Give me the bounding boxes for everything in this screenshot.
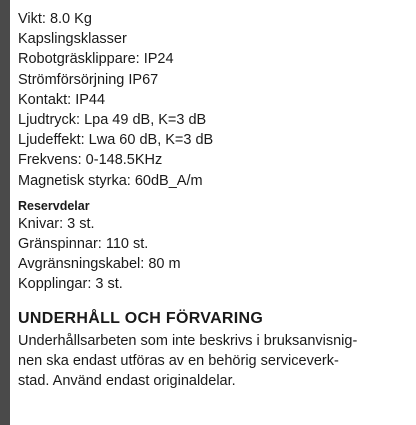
spec-weight: Vikt: 8.0 Kg xyxy=(18,11,92,27)
maintenance-title: UNDERHÅLL OCH FÖRVARING xyxy=(18,309,264,327)
spec-sound-pressure: Ljudtryck: Lpa 49 dB, K=3 dB xyxy=(18,112,207,129)
cut-off-line xyxy=(18,0,412,9)
spec-list xyxy=(18,9,412,191)
spare-parts-heading: Reservdelar xyxy=(18,198,90,213)
spec-power-ip: Strömförsörjning IP67 xyxy=(18,71,159,88)
spare-part-pins: Gränspinnar: 110 st. xyxy=(18,236,149,253)
spare-parts-list xyxy=(18,214,412,295)
maintenance-line: Underhållsarbeten som inte beskrivs i bruksanvisnig- xyxy=(18,332,358,349)
document-content xyxy=(18,0,412,391)
maintenance-paragraph xyxy=(18,331,412,392)
spec-frequency: Frekvens: 0-148.5KHz xyxy=(18,152,163,169)
spec-enclosure-heading: Kapslingsklasser xyxy=(18,31,127,48)
spare-part-knives: Knivar: 3 st. xyxy=(18,215,95,232)
spec-contact-ip: Kontakt: IP44 xyxy=(18,91,106,108)
spec-robot-ip: Robotgräsklippare: IP24 xyxy=(18,51,174,68)
spec-sound-power: Ljudeffekt: Lwa 60 dB, K=3 dB xyxy=(18,132,214,149)
spare-part-cable: Avgränsningskabel: 80 m xyxy=(18,256,181,273)
spec-magnetic-strength: Magnetisk styrka: 60dB_A/m xyxy=(18,172,203,189)
maintenance-line: nen ska endast utföras av en behörig serviceverk- xyxy=(18,352,339,369)
page-edge-bar xyxy=(0,0,10,425)
spare-part-couplings: Kopplingar: 3 st. xyxy=(18,276,123,293)
maintenance-line: stad. Använd endast originaldelar. xyxy=(18,373,236,390)
